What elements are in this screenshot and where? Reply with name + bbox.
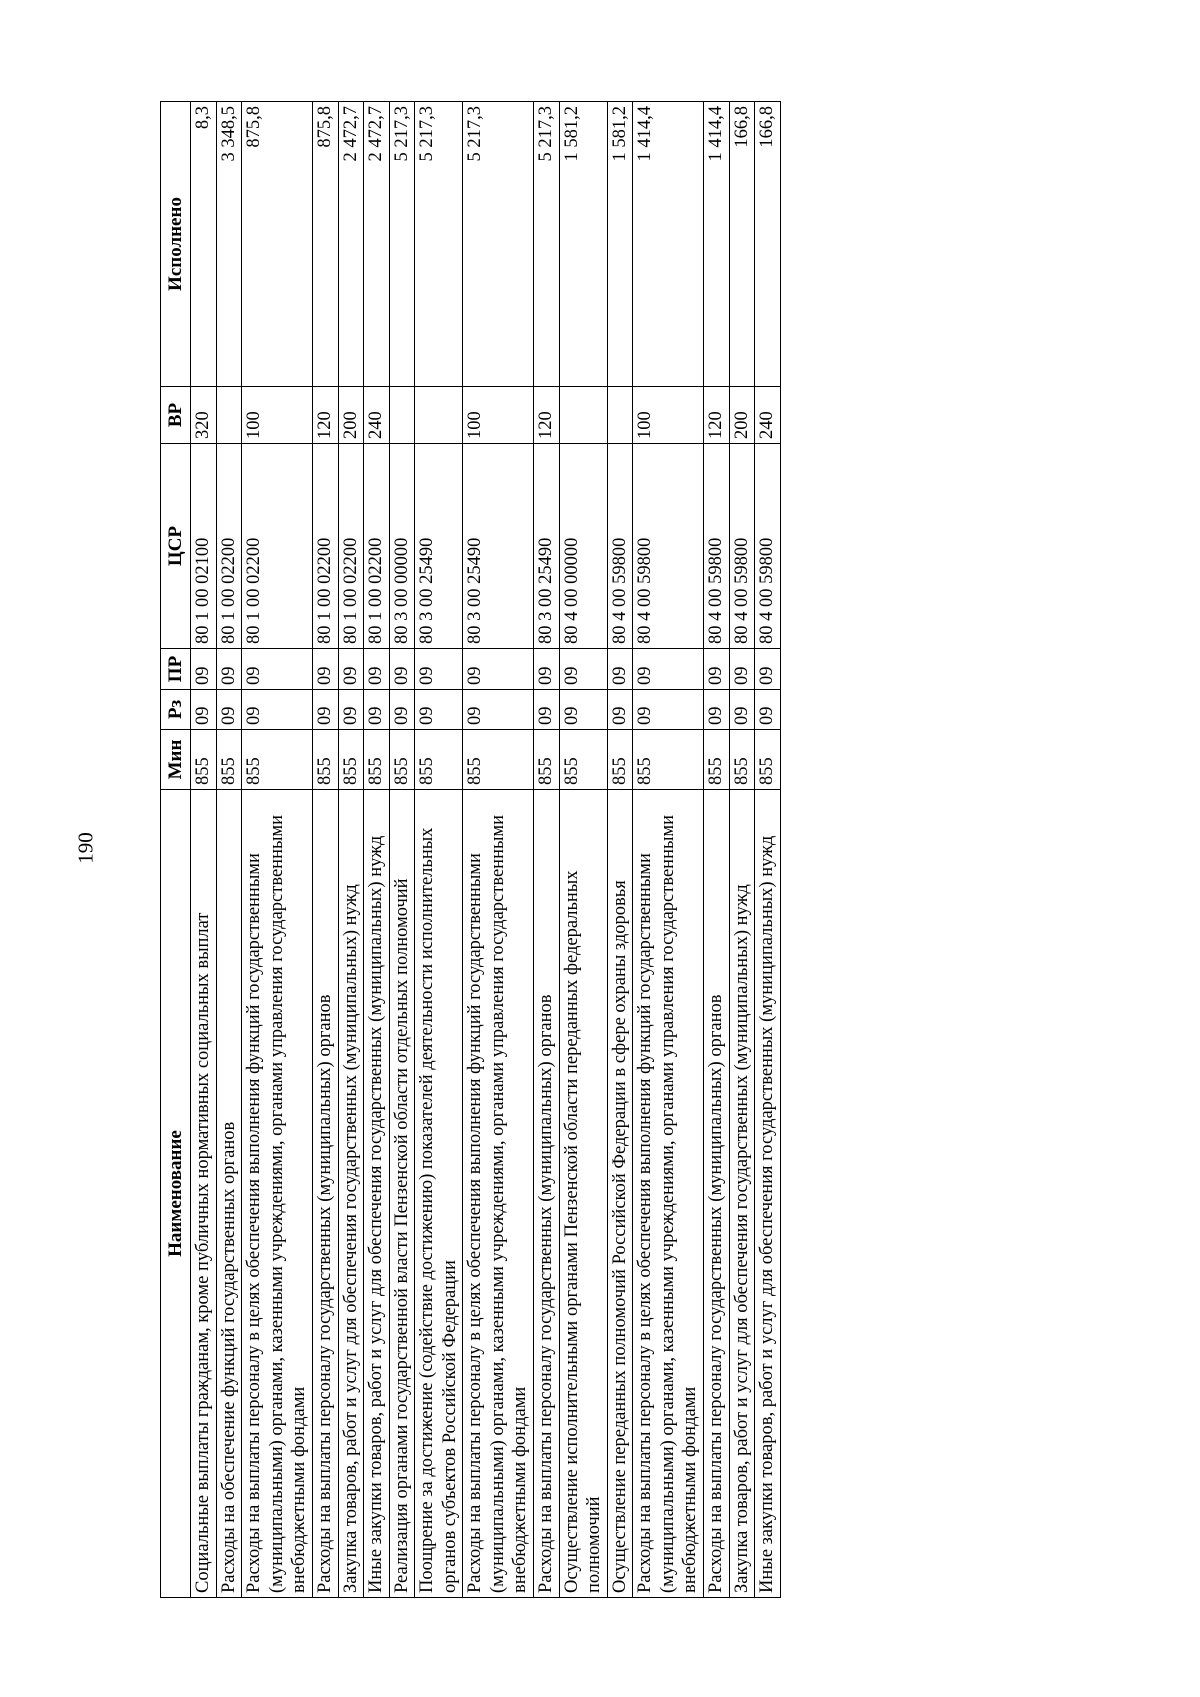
cell-csr: 80 3 00 25490 (534, 444, 560, 649)
cell-rz: 09 (242, 690, 313, 730)
header-name: Наименование (161, 790, 191, 1598)
cell-name: Расходы на выплаты персоналу государственных (муниципальных) органов (312, 790, 338, 1598)
header-pr: ПР (161, 649, 191, 690)
cell-vr: 240 (755, 387, 781, 444)
table-row (389, 102, 415, 1598)
cell-rz: 09 (364, 690, 390, 730)
cell-min: 855 (607, 730, 633, 790)
cell-min: 855 (729, 730, 755, 790)
rotated-table-container (160, 102, 781, 1598)
table-row (364, 102, 390, 1598)
cell-min: 855 (415, 730, 463, 790)
cell-csr: 80 4 00 59800 (703, 444, 729, 649)
cell-pr: 09 (389, 649, 415, 690)
cell-pr: 09 (415, 649, 463, 690)
cell-rz: 09 (338, 690, 364, 730)
cell-vr: 200 (729, 387, 755, 444)
table-row (729, 102, 755, 1598)
cell-name: Расходы на выплаты персоналу в целях обеспечения выполнения функций государственными (муниципальными) органами, казенными учреждениями, органами управления государственными внебюджетными фондами (633, 790, 704, 1598)
cell-name: Расходы на обеспечение функций государственных органов (216, 790, 242, 1598)
cell-vr: 100 (633, 387, 704, 444)
table-row (242, 102, 313, 1598)
cell-rz: 09 (415, 690, 463, 730)
cell-rz: 09 (216, 690, 242, 730)
cell-vr: 200 (338, 387, 364, 444)
cell-csr: 80 4 00 59800 (607, 444, 633, 649)
cell-name: Расходы на выплаты персоналу государственных (муниципальных) органов (703, 790, 729, 1598)
cell-executed: 5 217,3 (534, 102, 560, 387)
cell-executed: 5 217,3 (415, 102, 463, 387)
cell-min: 855 (534, 730, 560, 790)
cell-name: Расходы на выплаты персоналу в целях обеспечения выполнения функций государственными (муниципальными) органами, казенными учреждениями, органами управления государственными внебюджетными фондами (242, 790, 313, 1598)
table-body (191, 102, 781, 1598)
cell-executed: 3 348,5 (216, 102, 242, 387)
table-row (607, 102, 633, 1598)
cell-vr (607, 387, 633, 444)
cell-name: Закупка товаров, работ и услуг для обеспечения государственных (муниципальных) нужд (729, 790, 755, 1598)
cell-min: 855 (703, 730, 729, 790)
cell-pr: 09 (463, 649, 534, 690)
table-row (534, 102, 560, 1598)
cell-executed: 2 472,7 (338, 102, 364, 387)
cell-csr: 80 3 00 00000 (389, 444, 415, 649)
table-row (755, 102, 781, 1598)
cell-pr: 09 (338, 649, 364, 690)
cell-vr: 120 (312, 387, 338, 444)
cell-name: Осуществление переданных полномочий Российской Федерации в сфере охраны здоровья (607, 790, 633, 1598)
cell-rz: 09 (534, 690, 560, 730)
cell-rz: 09 (312, 690, 338, 730)
cell-pr: 09 (559, 649, 607, 690)
cell-vr: 240 (364, 387, 390, 444)
cell-rz: 09 (607, 690, 633, 730)
page-number: 190 (73, 832, 98, 864)
cell-name: Реализация органами государственной власти Пензенской области отдельных полномочий (389, 790, 415, 1598)
cell-vr (216, 387, 242, 444)
cell-executed: 1 581,2 (607, 102, 633, 387)
cell-name: Поощрение за достижение (содействие достижению) показателей деятельности исполнительных органов субъектов Российской Федерации (415, 790, 463, 1598)
cell-pr: 09 (729, 649, 755, 690)
table-row (415, 102, 463, 1598)
cell-name: Расходы на выплаты персоналу в целях обеспечения выполнения функций государственными (муниципальными) органами, казенными учреждениями, органами управления государственными внебюджетными фондами (463, 790, 534, 1598)
cell-rz: 09 (559, 690, 607, 730)
cell-min: 855 (755, 730, 781, 790)
header-executed: Исполнено (161, 102, 191, 387)
cell-csr: 80 1 00 02100 (191, 444, 217, 649)
cell-rz: 09 (463, 690, 534, 730)
cell-min: 855 (559, 730, 607, 790)
cell-executed: 875,8 (242, 102, 313, 387)
header-vr: ВР (161, 387, 191, 444)
cell-executed: 1 414,4 (633, 102, 704, 387)
cell-csr: 80 4 00 59800 (633, 444, 704, 649)
table-row (559, 102, 607, 1598)
cell-vr: 320 (191, 387, 217, 444)
cell-name: Закупка товаров, работ и услуг для обеспечения государственных (муниципальных) нужд (338, 790, 364, 1598)
cell-vr: 120 (534, 387, 560, 444)
cell-min: 855 (463, 730, 534, 790)
cell-name: Осуществление исполнительными органами Пензенской области переданных федеральных полномочий (559, 790, 607, 1598)
cell-pr: 09 (534, 649, 560, 690)
cell-executed: 166,8 (755, 102, 781, 387)
cell-rz: 09 (633, 690, 704, 730)
cell-pr: 09 (191, 649, 217, 690)
cell-csr: 80 3 00 25490 (415, 444, 463, 649)
cell-rz: 09 (703, 690, 729, 730)
cell-csr: 80 1 00 02200 (338, 444, 364, 649)
cell-rz: 09 (755, 690, 781, 730)
cell-name: Расходы на выплаты персоналу государственных (муниципальных) органов (534, 790, 560, 1598)
cell-csr: 80 1 00 02200 (216, 444, 242, 649)
cell-executed: 5 217,3 (389, 102, 415, 387)
cell-csr: 80 4 00 59800 (729, 444, 755, 649)
cell-executed: 875,8 (312, 102, 338, 387)
cell-min: 855 (312, 730, 338, 790)
cell-vr: 100 (463, 387, 534, 444)
header-rz: Рз (161, 690, 191, 730)
header-csr: ЦСР (161, 444, 191, 649)
cell-rz: 09 (191, 690, 217, 730)
cell-executed: 2 472,7 (364, 102, 390, 387)
cell-min: 855 (242, 730, 313, 790)
cell-pr: 09 (312, 649, 338, 690)
cell-min: 855 (338, 730, 364, 790)
cell-pr: 09 (216, 649, 242, 690)
table-row (633, 102, 704, 1598)
cell-vr (415, 387, 463, 444)
cell-rz: 09 (729, 690, 755, 730)
table-row (191, 102, 217, 1598)
cell-rz: 09 (389, 690, 415, 730)
cell-executed: 5 217,3 (463, 102, 534, 387)
cell-pr: 09 (364, 649, 390, 690)
cell-executed: 8,3 (191, 102, 217, 387)
cell-min: 855 (216, 730, 242, 790)
cell-vr: 100 (242, 387, 313, 444)
cell-vr: 120 (703, 387, 729, 444)
header-min: Мин (161, 730, 191, 790)
table-row (463, 102, 534, 1598)
cell-executed: 166,8 (729, 102, 755, 387)
cell-executed: 1 581,2 (559, 102, 607, 387)
header-row (161, 102, 191, 1598)
cell-vr (559, 387, 607, 444)
cell-csr: 80 4 00 00000 (559, 444, 607, 649)
cell-name: Иные закупки товаров, работ и услуг для обеспечения государственных (муниципальных) нужд (755, 790, 781, 1598)
cell-vr (389, 387, 415, 444)
cell-min: 855 (364, 730, 390, 790)
table-row (338, 102, 364, 1598)
cell-csr: 80 3 00 25490 (463, 444, 534, 649)
cell-pr: 09 (242, 649, 313, 690)
cell-csr: 80 1 00 02200 (312, 444, 338, 649)
cell-pr: 09 (607, 649, 633, 690)
cell-min: 855 (633, 730, 704, 790)
budget-table (160, 101, 781, 1598)
table-row (216, 102, 242, 1598)
cell-csr: 80 1 00 02200 (242, 444, 313, 649)
cell-min: 855 (389, 730, 415, 790)
cell-pr: 09 (755, 649, 781, 690)
cell-executed: 1 414,4 (703, 102, 729, 387)
cell-pr: 09 (703, 649, 729, 690)
table-row (312, 102, 338, 1598)
cell-min: 855 (191, 730, 217, 790)
cell-name: Иные закупки товаров, работ и услуг для обеспечения государственных (муниципальных) нужд (364, 790, 390, 1598)
cell-csr: 80 4 00 59800 (755, 444, 781, 649)
cell-name: Социальные выплаты гражданам, кроме публичных нормативных социальных выплат (191, 790, 217, 1598)
table-header (161, 102, 191, 1598)
table-row (703, 102, 729, 1598)
cell-pr: 09 (633, 649, 704, 690)
cell-csr: 80 1 00 02200 (364, 444, 390, 649)
